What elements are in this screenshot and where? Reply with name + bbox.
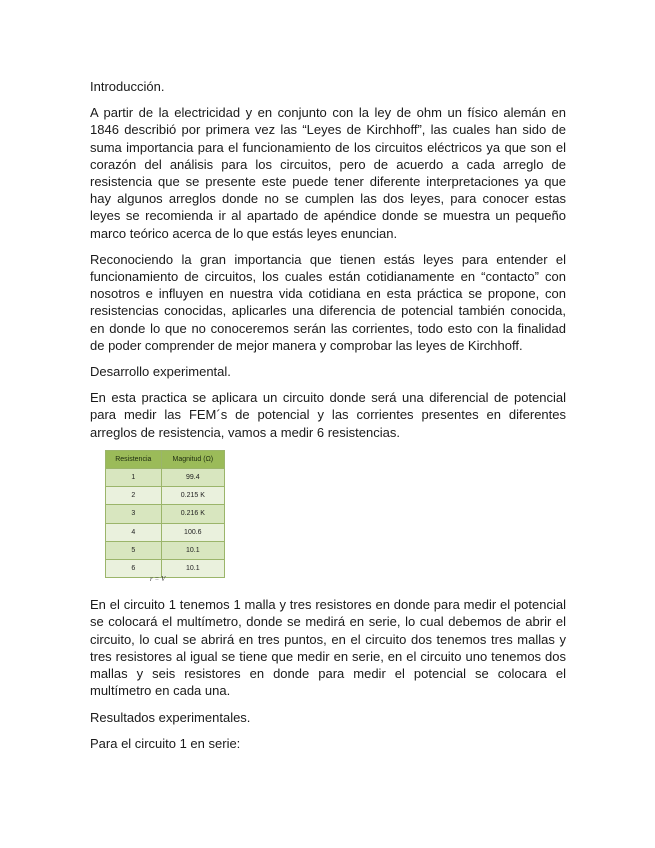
- table-row: [106, 523, 225, 541]
- row-value-cell: 0.216 K: [161, 505, 224, 523]
- row-index-cell: 5: [106, 541, 162, 559]
- table-row: [106, 469, 225, 487]
- table-header-row: [106, 450, 225, 468]
- header-magnitud: Magnitud (Ω): [161, 450, 224, 468]
- resistance-table: [105, 450, 225, 578]
- document-body: [90, 78, 566, 761]
- row-value-cell: 0.215 K: [161, 487, 224, 505]
- table-row: [106, 541, 225, 559]
- results-line: Para el circuito 1 en serie:: [90, 735, 241, 751]
- intro-paragraph-1: A partir de la electricidad y en conjunto con la ley de ohm un físico alemán en 1846 describió por primera vez las “Leyes de Kirchhoff”, las cuales han sido de suma importancia para el funcionamiento de los circuitos eléctricos ya que son el corazón del análisis para los circuitos, pero de acuerdo a cada arreglo de resistencia que se presente este puede tener diferente interpretaciones ya que hay algunos arreglos donde no se cumplen las dos leyes, para conocer estas leyes se recomienda ir al apartado de apéndice donde se muestra un pequeño marco teórico acerca de lo que estás leyes enuncian.: [90, 105, 566, 241]
- row-value-cell: 100.6: [161, 523, 224, 541]
- row-value-cell: 10.1: [161, 541, 224, 559]
- circuit-paragraph: En el circuito 1 tenemos 1 malla y tres resistores en donde para medir el potencial se colocará el multímetro, donde se medirá en serie, lo cual debemos de abrir el circuito, lo cual se abrirá en tres puntos, en el circuito dos tenemos tres mallas y tres resistores al igual se tiene que medir en serie, en el circuito uno tenemos dos mallas y seis resistores en donde para medir el potencial se colocara el multímetro en cada una.: [90, 597, 566, 699]
- row-value-cell: 10.1: [161, 560, 224, 578]
- header-resistencia: Resistencia: [106, 450, 162, 468]
- row-index-cell: 4: [106, 523, 162, 541]
- table-formula: r = V: [150, 575, 166, 584]
- table-row: [106, 505, 225, 523]
- row-index-cell: 2: [106, 487, 162, 505]
- intro-paragraph-2: Reconociendo la gran importancia que tienen estás leyes para entender el funcionamiento de circuitos, los cuales están cotidianamente en “contacto” con nosotros e influyen en nuestra vida cotidiana en esta práctica se propone, con resistencias conocidas, aplicarles una diferencia de potencial también conocida, en donde lo que no conoceremos serán las corrientes, todo esto con la finalidad de poder comprender de mejor manera y comprobar las leyes de Kirchhoff.: [90, 251, 566, 353]
- resistance-table-image: [105, 450, 225, 584]
- development-paragraph: En esta practica se aplicara un circuito donde será una diferencial de potencial para medir las FEM´s de potencial y las corrientes presentes en diferentes arreglos de resistencia, vamos a medir 6 resistencias.: [90, 390, 566, 440]
- results-heading: Resultados experimentales.: [90, 709, 251, 725]
- intro-heading: Introducción.: [90, 79, 165, 94]
- row-index-cell: 1: [106, 469, 162, 487]
- row-value-cell: 99.4: [161, 469, 224, 487]
- table-row: [106, 487, 225, 505]
- development-heading: Desarrollo experimental.: [90, 364, 231, 380]
- row-index-cell: 6: [106, 560, 162, 578]
- row-index-cell: 3: [106, 505, 162, 523]
